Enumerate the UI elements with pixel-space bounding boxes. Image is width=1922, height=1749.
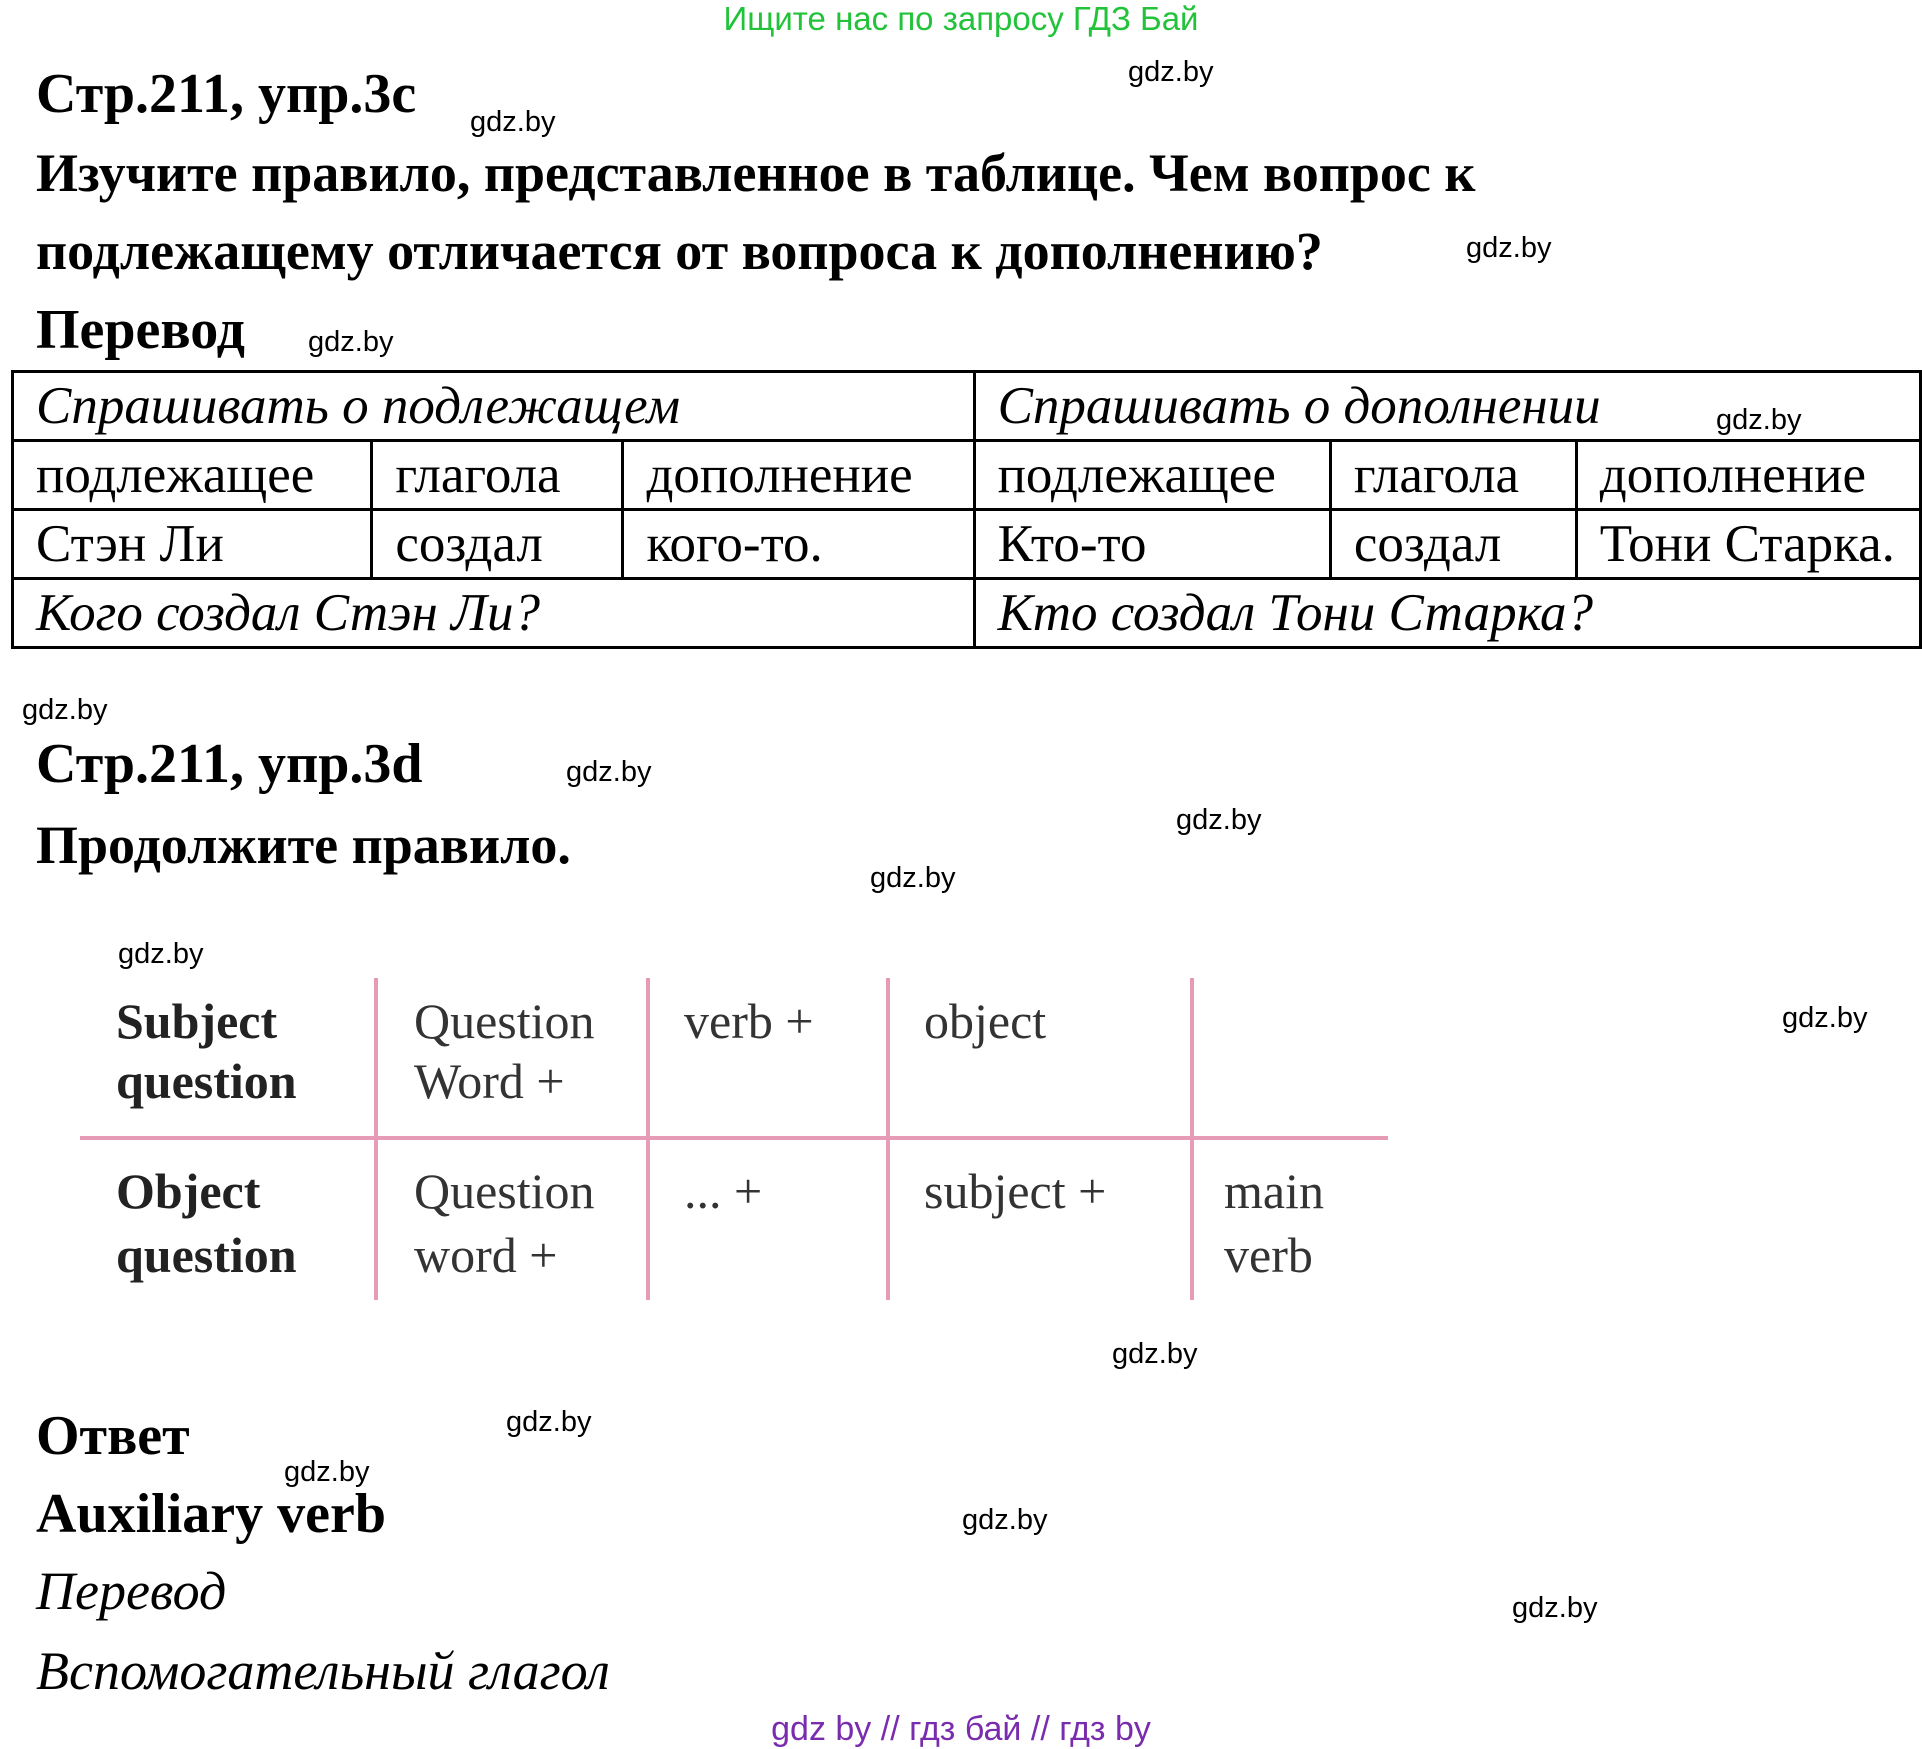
table-cell: подлежащее [13,441,372,510]
rule-cell: word + [414,1227,558,1283]
watermark: gdz.by [566,756,652,788]
table-cell: дополнение [623,441,974,510]
watermark: gdz.by [1112,1338,1198,1370]
exercise-heading-3c: Стр.211, упр.3с [36,63,417,125]
subject-question-label: Subject [116,993,278,1049]
watermark: gdz.by [284,1456,370,1488]
rule-cell: ... + [684,1163,763,1219]
watermark: gdz.by [1466,232,1552,264]
translation-table [11,370,1922,649]
object-question-label: question [116,1227,297,1283]
answer-text: Auxiliary verb [36,1483,386,1545]
translation-heading: Перевод [36,299,245,361]
table-cell: дополнение [1576,441,1920,510]
watermark: gdz.by [962,1504,1048,1536]
watermark: gdz.by [1176,804,1262,836]
watermark: gdz.by [1782,1002,1868,1034]
task-text-line2: подлежащему отличается от вопроса к дополнению? [36,221,1323,281]
left-question-cell: Кого создал Стэн Ли? [13,579,975,648]
rule-cell: verb + [684,993,814,1049]
rule-cell: Word + [414,1053,565,1109]
table-cell: подлежащее [974,441,1330,510]
answer-heading: Ответ [36,1405,190,1467]
rule-cell: object [924,993,1047,1049]
watermark: gdz.by [470,106,556,138]
table-header-row [13,372,1921,441]
rule-cell: verb [1224,1227,1313,1283]
watermark: gdz.by [870,862,956,894]
table-cell: Кто-то [974,510,1330,579]
watermark: gdz.by [1128,56,1214,88]
translation-label: Перевод [36,1561,227,1621]
translation-text: Вспомогательный глагол [36,1641,610,1701]
table-cell: Тони Старка. [1576,510,1920,579]
right-header-cell: Спрашивать о дополнении [974,372,1920,441]
table-row [13,441,1921,510]
rule-cell: main [1224,1163,1324,1219]
watermark: gdz.by [1716,404,1802,436]
table-cell: кого-то. [623,510,974,579]
task-text-continue: Продолжите правило. [36,815,571,875]
grammar-rule-table [78,970,1388,1300]
left-header-cell: Спрашивать о подлежащем [13,372,975,441]
rule-cell: Question [414,1163,595,1219]
rule-cell: subject + [924,1163,1107,1219]
watermark: gdz.by [506,1406,592,1438]
rule-cell: Question [414,993,595,1049]
table-row [13,510,1921,579]
watermark: gdz.by [308,326,394,358]
watermark: gdz.by [1512,1592,1598,1624]
search-banner: Ищите нас по запросу ГДЗ Бай [723,0,1199,37]
watermark: gdz.by [22,694,108,726]
table-cell: глагола [372,441,623,510]
table-cell: Стэн Ли [13,510,372,579]
object-question-label: Object [116,1163,261,1219]
table-row [13,579,1921,648]
table-cell: создал [1330,510,1576,579]
table-cell: глагола [1330,441,1576,510]
task-text-line1: Изучите правило, представленное в таблице. Чем вопрос к [36,143,1476,203]
watermark: gdz.by [118,938,204,970]
footer-links: gdz by // гдз бай // гдз by [771,1710,1151,1748]
subject-question-label: question [116,1053,297,1109]
right-question-cell: Кто создал Тони Старка? [974,579,1920,648]
table-cell: создал [372,510,623,579]
rule-divider [80,1136,1388,1140]
exercise-heading-3d: Стр.211, упр.3d [36,733,423,795]
